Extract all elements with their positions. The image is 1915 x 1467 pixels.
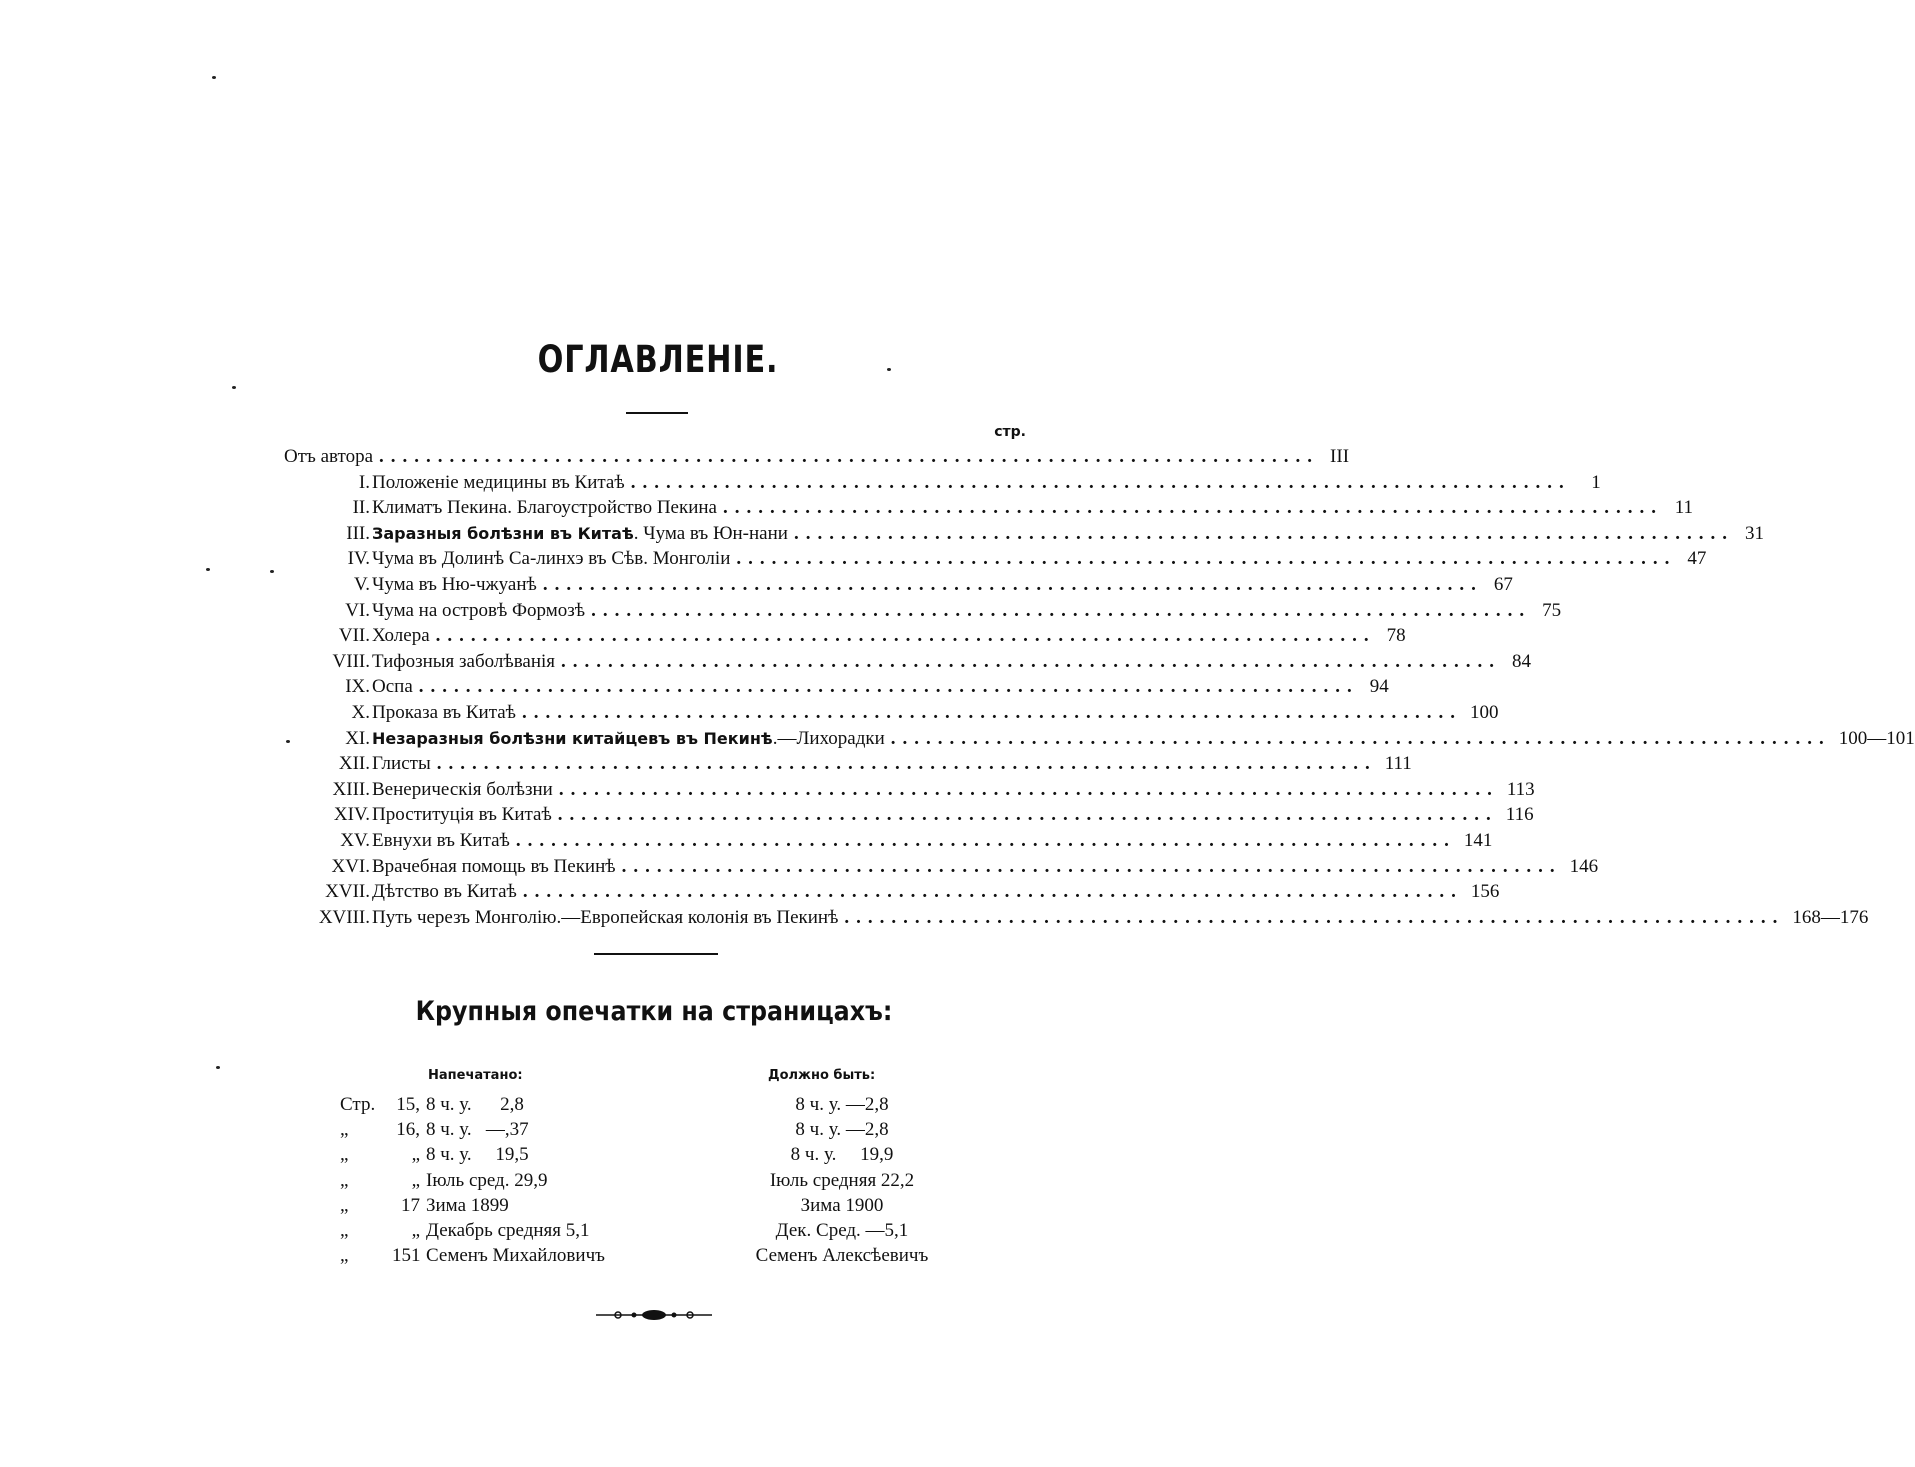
chapter-page: 111 — [1384, 753, 1412, 775]
errata-correct-row — [722, 1193, 962, 1218]
dot-leader: ................................................................................ — [890, 727, 1831, 749]
dot-leader: ................................................................................ — [436, 753, 1377, 775]
errata-printed-column — [340, 1092, 605, 1268]
scan-speck — [232, 386, 236, 389]
chapter-page: 78 — [1386, 625, 1406, 647]
should-be-column-label: Должно быть: — [768, 1068, 876, 1083]
chapter-title-text: Климатъ Пекина. Благоустройство Пекина — [372, 497, 717, 519]
chapter-title — [370, 751, 431, 777]
toc-entry — [284, 802, 1534, 828]
chapter-title — [370, 572, 537, 598]
dot-leader: ................................................................................ — [558, 778, 1499, 800]
toc-entry — [284, 726, 1915, 752]
chapter-number: IV. — [347, 548, 370, 570]
chapter-number: XVIII. — [318, 906, 370, 928]
chapter-page: 141 — [1463, 829, 1493, 851]
chapter-title-text: Отъ автора — [284, 446, 374, 467]
dot-leader: ................................................................................ — [630, 471, 1571, 493]
errata-printed-text: Зима 1899 — [426, 1194, 509, 1216]
dot-leader: ................................................................................ — [722, 497, 1663, 519]
errata-printed-row — [340, 1117, 605, 1142]
chapter-title-text: Положеніе медицины въ Китаѣ — [372, 471, 625, 493]
chapter-number: VIII. — [332, 650, 370, 672]
table-of-contents — [284, 420, 1915, 930]
chapter-title-bold: Заразныя болѣзни въ Китаѣ — [372, 523, 634, 543]
errata-correct-row — [722, 1168, 962, 1193]
errata-page: „ — [411, 1169, 420, 1191]
errata-correct-text: 8 ч. у. —2,8 — [795, 1119, 889, 1141]
chapter-title — [370, 546, 730, 572]
chapter-title — [370, 674, 413, 700]
dot-leader: ................................................................................ — [515, 829, 1456, 851]
toc-entry — [284, 470, 1601, 496]
dot-leader: ................................................................................ — [435, 625, 1376, 647]
chapter-title — [370, 879, 517, 905]
chapter-page: 75 — [1542, 599, 1562, 621]
chapter-title — [370, 726, 885, 752]
toc-entry — [284, 495, 1693, 521]
chapter-title — [370, 700, 516, 726]
dot-leader: ................................................................................ — [844, 906, 1785, 928]
chapter-page: 84 — [1512, 650, 1532, 672]
chapter-number: XI. — [345, 727, 370, 749]
toc-entry — [284, 777, 1535, 803]
errata-prefix: „ — [340, 1245, 349, 1267]
chapter-number: XVII. — [325, 881, 370, 903]
chapter-title — [370, 598, 585, 624]
chapter-page: 116 — [1505, 804, 1534, 826]
chapter-title-text: .—Лихорадки — [772, 727, 885, 749]
errata-printed-text: 8 ч. у. 19,5 — [426, 1144, 529, 1166]
errata-page: „ — [411, 1144, 420, 1166]
chapter-number: VII. — [338, 625, 370, 647]
chapter-title — [370, 495, 717, 521]
chapter-page: 146 — [1569, 855, 1599, 877]
chapter-title-text: Тифозныя заболѣванія — [372, 650, 556, 672]
errata-correct-row — [722, 1142, 962, 1167]
dot-leader: ................................................................................ — [793, 522, 1734, 544]
errata-printed-row — [340, 1243, 605, 1268]
errata-printed-text: Семенъ Михайловичъ — [426, 1245, 605, 1267]
toc-entry — [284, 879, 1500, 905]
toc-entry — [284, 623, 1406, 649]
chapter-number: XII. — [338, 753, 370, 775]
scan-speck — [212, 76, 216, 79]
toc-entry — [284, 854, 1599, 880]
chapter-number: VI. — [345, 599, 370, 621]
dot-leader: ................................................................................ — [418, 676, 1359, 698]
errata-page: 151 — [392, 1245, 421, 1267]
scan-speck — [216, 1066, 220, 1069]
chapter-title-text: Чума въ Долинѣ Са-линхэ въ Сѣв. Монголіи — [372, 548, 731, 570]
chapter-number: XIV. — [333, 804, 370, 826]
chapter-title-text: Чума въ Ню-чжуанѣ — [372, 573, 537, 595]
toc-entry — [284, 649, 1532, 675]
dot-leader: ................................................................................ — [591, 599, 1532, 621]
chapter-title-text: Дѣтство въ Китаѣ — [372, 881, 517, 903]
chapter-title-text: Венерическія болѣзни — [372, 778, 553, 800]
dot-leader: ................................................................................ — [736, 548, 1677, 570]
chapter-title-text: Глисты — [372, 753, 431, 775]
chapter-number: I. — [358, 471, 370, 493]
toc-entry — [284, 546, 1707, 572]
chapter-title-text: Холера — [372, 625, 430, 647]
errata-page: „ — [411, 1219, 420, 1241]
dot-leader: ................................................................................ — [557, 804, 1498, 826]
chapter-title — [370, 777, 553, 803]
chapter-title-text: Евнухи въ Китаѣ — [372, 829, 510, 851]
toc-entry — [284, 828, 1493, 854]
chapter-number: II. — [352, 497, 370, 519]
toc-entry — [284, 751, 1412, 777]
chapter-page: 113 — [1506, 778, 1535, 800]
page-title: ОГЛАВЛЕНІЕ. — [537, 338, 779, 381]
chapter-title-text: Проказа въ Китаѣ — [372, 701, 516, 723]
scan-speck — [270, 570, 274, 573]
chapter-page: 11 — [1674, 497, 1693, 519]
errata-prefix: „ — [340, 1119, 349, 1141]
errata-printed-row — [340, 1142, 605, 1167]
chapter-number: XV. — [340, 829, 370, 851]
chapter-title — [370, 905, 838, 931]
errata-printed-row — [340, 1193, 605, 1218]
chapter-page: 156 — [1470, 881, 1500, 903]
chapter-title — [284, 444, 373, 470]
page-column-label: стр. — [994, 424, 1026, 440]
errata-printed-text: 8 ч. у. —,37 — [426, 1119, 529, 1141]
chapter-number: XIII. — [332, 778, 370, 800]
chapter-page: 100—101 — [1838, 727, 1915, 749]
errata-correct-text: Зима 1900 — [800, 1194, 884, 1216]
errata-page: 17 — [401, 1194, 420, 1216]
chapter-page: 168—176 — [1792, 906, 1869, 928]
toc-entry — [284, 674, 1389, 700]
toc-entry — [284, 444, 1350, 470]
chapter-page: 67 — [1493, 573, 1513, 595]
dot-leader: ................................................................................ — [379, 446, 1320, 467]
chapter-title-text: . Чума въ Юн-нани — [633, 522, 788, 544]
chapter-title — [370, 521, 788, 547]
dot-leader: ................................................................................ — [522, 881, 1463, 903]
chapter-title-text: Путь черезъ Монголію.—Европейская колонія въ Пекинѣ — [372, 906, 839, 928]
dot-leader: ................................................................................ — [561, 650, 1502, 672]
errata-correct-text: Дек. Сред. —5,1 — [775, 1219, 909, 1241]
section-rule — [594, 953, 718, 955]
errata-printed-text: Декабрь средняя 5,1 — [426, 1219, 590, 1241]
chapter-title — [370, 828, 510, 854]
errata-correct-row — [722, 1092, 962, 1117]
chapter-number: III. — [346, 522, 370, 544]
chapter-page: 1 — [1591, 471, 1601, 493]
dot-leader: ................................................................................ — [521, 701, 1462, 723]
toc-entry — [284, 700, 1499, 726]
chapter-title — [370, 470, 625, 496]
chapter-page: 94 — [1369, 676, 1389, 698]
chapter-number: V. — [353, 573, 370, 595]
chapter-title-text: Врачебная помощь въ Пекинѣ — [372, 855, 616, 877]
errata-prefix: „ — [340, 1169, 349, 1191]
chapter-title — [370, 649, 555, 675]
chapter-title — [370, 623, 430, 649]
printed-column-label: Напечатано: — [428, 1068, 523, 1083]
chapter-title-text: Оспа — [372, 676, 413, 698]
errata-prefix: „ — [340, 1219, 349, 1241]
scan-speck — [206, 568, 210, 571]
errata-correct-text: 8 ч. у. —2,8 — [795, 1094, 889, 1115]
toc-entry — [284, 598, 1562, 624]
chapter-title — [370, 802, 552, 828]
errata-printed-text: Іюль сред. 29,9 — [426, 1169, 548, 1191]
ornament-divider — [596, 1308, 712, 1322]
chapter-number: IX. — [345, 676, 370, 698]
errata-prefix: „ — [340, 1194, 349, 1216]
errata-page: 16, — [396, 1119, 420, 1141]
chapter-title-text: Чума на островѣ Формозѣ — [372, 599, 586, 621]
errata-correct-column — [722, 1092, 962, 1268]
errata-correct-text: Іюль средняя 22,2 — [769, 1169, 915, 1191]
errata-correct-row — [722, 1243, 962, 1268]
title-rule — [626, 412, 688, 414]
toc-entry — [284, 521, 1764, 547]
toc-entry — [284, 572, 1513, 598]
dot-leader: ................................................................................ — [542, 573, 1483, 595]
errata-printed-row — [340, 1092, 605, 1117]
errata-prefix: Стр. — [340, 1094, 376, 1115]
errata-correct-row — [722, 1117, 962, 1142]
chapter-number: X. — [351, 701, 370, 723]
errata-correct-text: 8 ч. у. 19,9 — [790, 1144, 894, 1166]
toc-entry — [284, 905, 1869, 931]
errata-prefix: „ — [340, 1144, 349, 1166]
dot-leader: ................................................................................ — [621, 855, 1562, 877]
errata-printed-row — [340, 1218, 605, 1243]
chapter-title-text: Проституція въ Китаѣ — [372, 804, 552, 826]
errata-correct-text: Семенъ Алексѣевичъ — [755, 1245, 929, 1267]
chapter-number: XVI. — [331, 855, 370, 877]
chapter-title-bold: Незаразныя болѣзни китайцевъ въ Пекинѣ — [372, 728, 773, 748]
chapter-page: 100 — [1469, 701, 1499, 723]
errata-title: Крупныя опечатки на страницахъ: — [415, 996, 893, 1027]
chapter-page: 47 — [1687, 548, 1707, 570]
errata-printed-row — [340, 1168, 605, 1193]
chapter-page: 31 — [1744, 522, 1764, 544]
chapter-title — [370, 854, 616, 880]
errata-page: 15, — [396, 1094, 420, 1115]
errata-printed-text: 8 ч. у. 2,8 — [426, 1094, 524, 1115]
chapter-page: III — [1330, 446, 1350, 467]
errata-correct-row — [722, 1218, 962, 1243]
